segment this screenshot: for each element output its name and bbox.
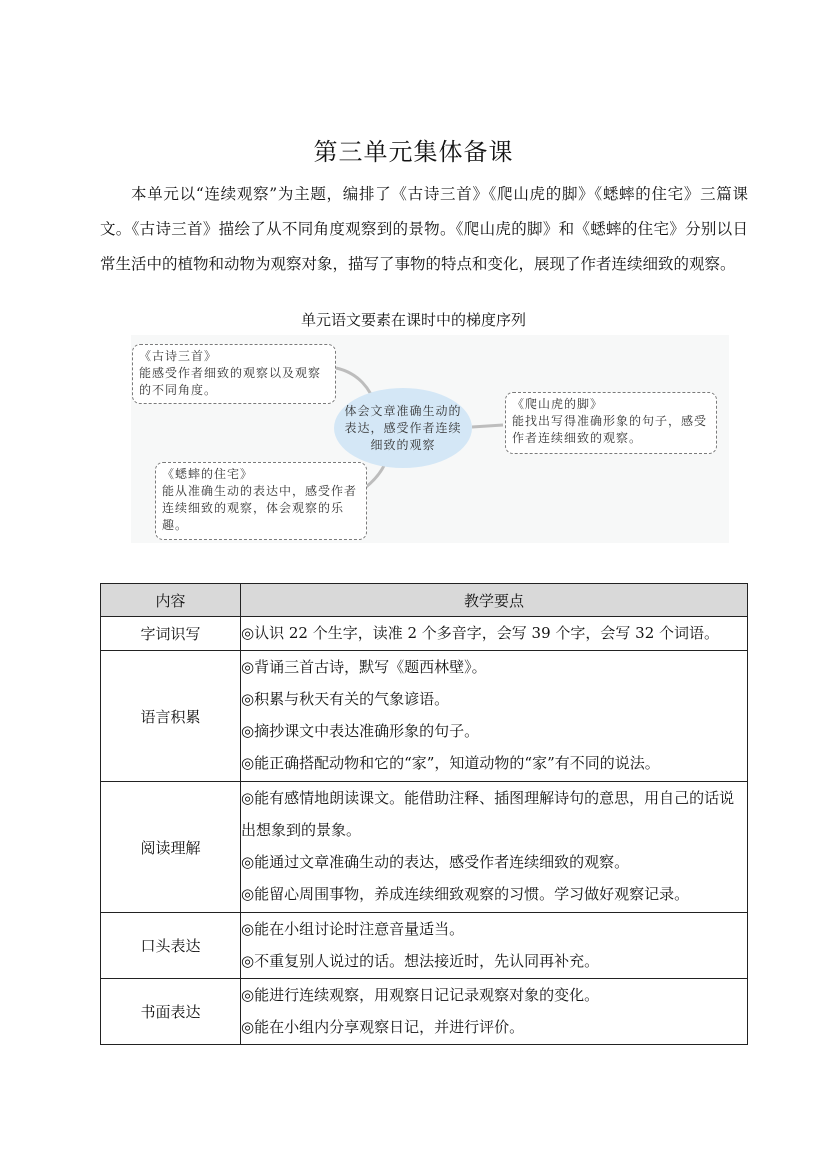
teaching-points-table [100, 583, 748, 1045]
diagram-box-text: 能感受作者细致的观察以及观察的不同角度。 [139, 366, 322, 397]
point-item: ◎能有感情地朗读课文。能借助注释、插图理解诗句的意思，用自己的话说出想象到的景象。 [241, 789, 735, 839]
diagram-box-cricket [155, 462, 367, 540]
point-item: ◎摘抄课文中表达准确形象的句子。 [241, 722, 480, 740]
table-header-row [101, 584, 748, 617]
row-points [241, 617, 748, 651]
row-category: 字词识写 [101, 617, 241, 651]
point-item: ◎能正确搭配动物和它的“家”，知道动物的“家”有不同的说法。 [241, 754, 660, 772]
intro-paragraph: 本单元以“连续观察”为主题，编排了《古诗三首》《爬山虎的脚》《蟋蟀的住宅》三篇课文。《古诗三首》描绘了从不同角度观察到的景物。《爬山虎的脚》和《蟋蟀的住宅》分别以日常生活中的植物和动物为观察对象，描写了事物的特点和变化，展现了作者连续细致的观察。 [100, 185, 748, 273]
row-points [241, 782, 748, 913]
point-item: ◎背诵三首古诗，默写《题西林壁》。 [241, 658, 487, 676]
diagram-box-heading: 《蟋蟀的住宅》 [162, 467, 254, 481]
connector-right [472, 425, 503, 427]
point-item: ◎积累与秋天有关的气象谚语。 [241, 690, 450, 708]
diagram-box-text: 能从准确生动的表达中，感受作者连续细致的观察，体会观察的乐趣。 [162, 484, 358, 532]
point-item: ◎能在小组内分享观察日记，并进行评价。 [241, 1018, 525, 1036]
diagram-box-poems [132, 344, 336, 404]
row-category: 书面表达 [101, 979, 241, 1045]
page-title: 第三单元集体备课 [313, 138, 514, 166]
diagram-box-text: 能找出写得准确形象的句子，感受作者连续细致的观察。 [512, 414, 708, 445]
point-item: ◎认识 22 个生字，读准 2 个多音字，会写 39 个字，会写 32 个词语。 [241, 624, 720, 642]
table-row [101, 617, 748, 651]
row-points [241, 913, 748, 979]
row-category: 语言积累 [101, 651, 241, 782]
header-teaching-points: 教学要点 [241, 584, 748, 617]
point-item: ◎能留心周围事物，养成连续细致观察的习惯。学习做好观察记录。 [241, 885, 690, 903]
diagram-box-creeper [505, 392, 717, 454]
diagram-center: 体会文章准确生动的表达，感受作者连续细致的观察 [334, 388, 472, 468]
row-category: 阅读理解 [101, 782, 241, 913]
diagram-box-heading: 《古诗三首》 [139, 349, 218, 363]
point-item: ◎能通过文章准确生动的表达，感受作者连续细致的观察。 [241, 853, 630, 871]
point-item: ◎能进行连续观察，用观察日记记录观察对象的变化。 [241, 986, 600, 1004]
table-row [101, 782, 748, 913]
concept-diagram [131, 335, 729, 543]
point-item: ◎能在小组讨论时注意音量适当。 [241, 920, 465, 938]
table-row [101, 651, 748, 782]
diagram-caption: 单元语文要素在课时中的梯度序列 [300, 311, 526, 329]
row-category: 口头表达 [101, 913, 241, 979]
header-content: 内容 [101, 584, 241, 617]
diagram-box-heading: 《爬山虎的脚》 [512, 397, 604, 411]
table-row [101, 979, 748, 1045]
row-points [241, 651, 748, 782]
table-row [101, 913, 748, 979]
row-points [241, 979, 748, 1045]
point-item: ◎不重复别人说过的话。想法接近时，先认同再补充。 [241, 952, 600, 970]
